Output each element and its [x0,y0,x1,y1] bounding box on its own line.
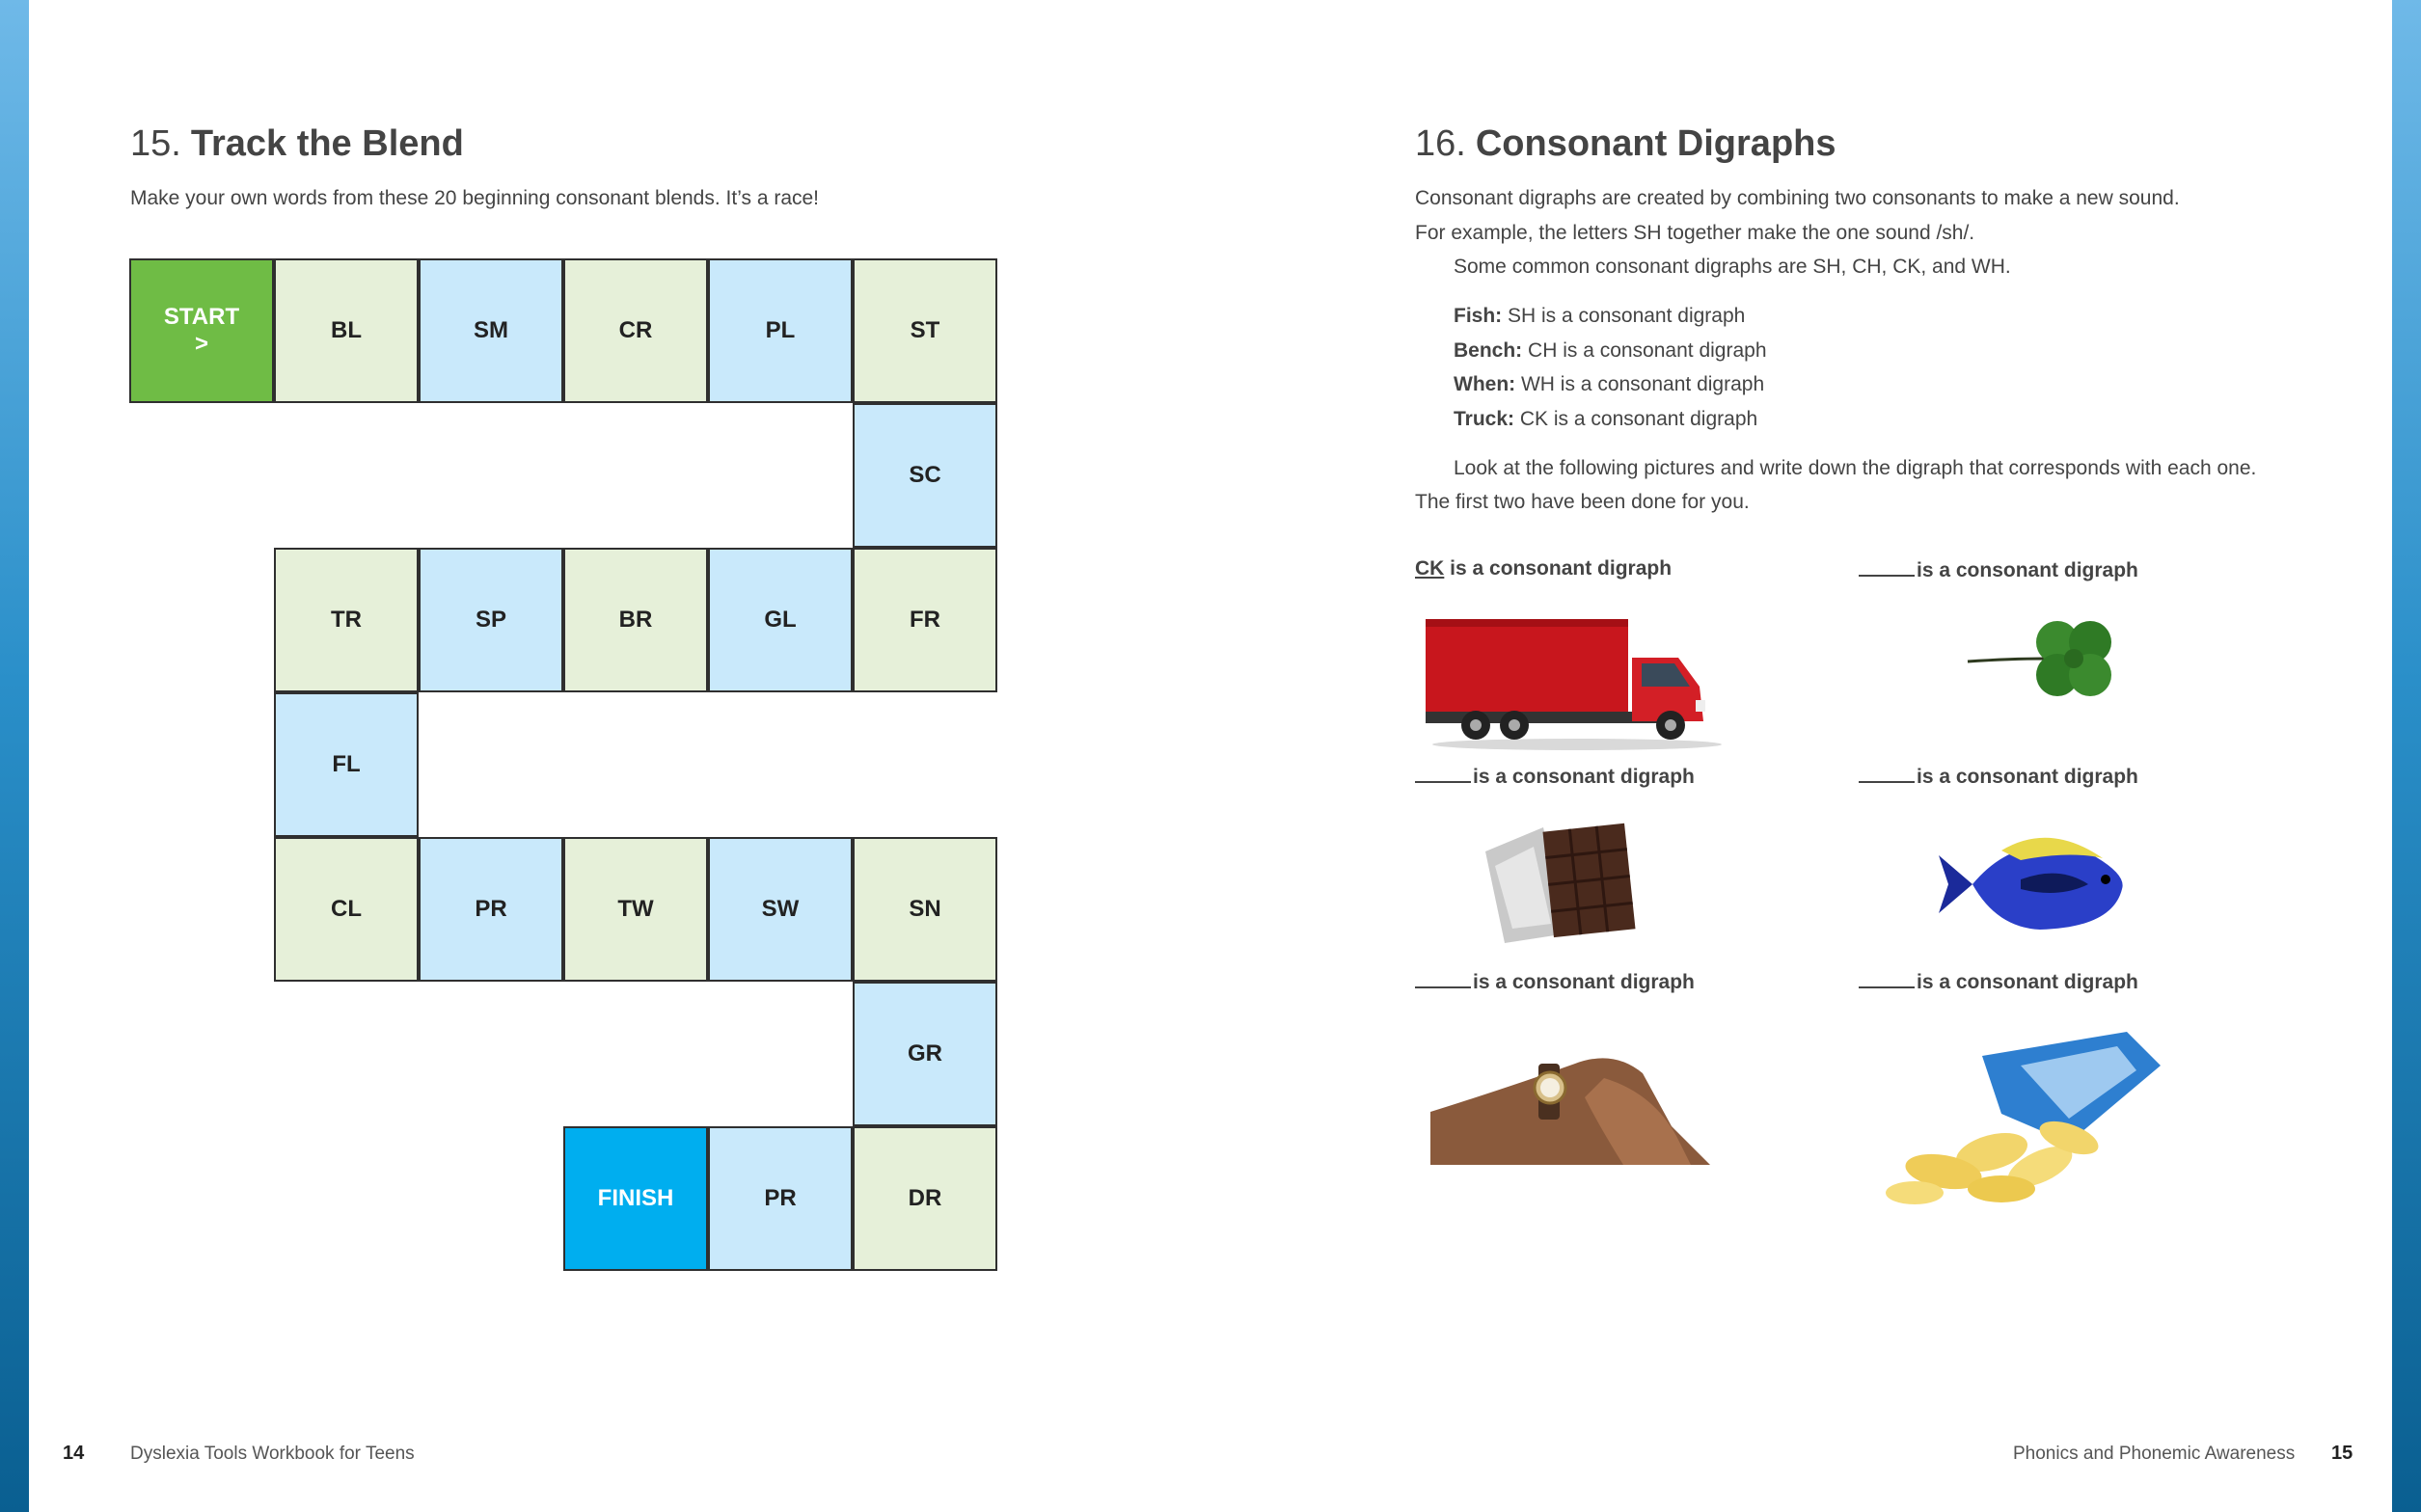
board-cell: CL [274,837,419,982]
caption-truck [1415,557,1672,580]
caption-suffix: is a consonant digraph [1473,766,1695,788]
caption-chips [1859,969,2138,994]
start-arrow: > [194,331,208,357]
example-bench [1454,334,1767,368]
wristwatch-icon [1430,1020,1710,1165]
board-cell: PL [708,258,853,403]
answer-ck: CK [1415,557,1445,580]
intro-line-2: For example, the letters SH together make the one sound /sh/. [1415,222,1975,244]
instructions: Make your own words from these 20 beginning consonant blends. It’s a race! [130,187,820,209]
board-cell: GR [853,982,997,1126]
page-number-right: 15 [2331,1443,2353,1464]
board-cell: FL [274,692,419,837]
example-text: CH is a consonant digraph [1522,339,1767,362]
caption-fish [1859,764,2138,789]
finish-cell: FINISH [563,1126,708,1271]
book-title-footer: Dyslexia Tools Workbook for Teens [130,1444,415,1464]
board-cell: SC [853,403,997,548]
caption-watch [1415,969,1695,994]
caption-suffix: is a consonant digraph [1917,559,2138,581]
chocolate-bar-icon [1476,808,1649,953]
workbook-spread [29,0,2392,1512]
board-cell: TR [274,548,419,692]
section-16-heading [1415,123,1836,165]
caption-clover [1859,557,2138,582]
example-word: Fish: [1454,305,1503,327]
start-label: START [163,304,240,330]
answer-blank[interactable] [1415,764,1471,783]
section-footer: Phonics and Phonemic Awareness [2013,1444,2296,1464]
answer-blank[interactable] [1859,764,1915,783]
task-line-2: The first two have been done for you. [1415,491,1750,513]
truck-icon [1418,608,1736,752]
example-text: SH is a consonant digraph [1502,305,1746,327]
example-when [1454,367,1764,402]
board-cell: ST [853,258,997,403]
page-number-left: 14 [63,1443,85,1464]
clover-icon [1963,606,2127,712]
example-word: Bench: [1454,339,1523,362]
example-text: CK is a consonant digraph [1514,408,1758,430]
section-title: Track the Blend [190,123,464,164]
section-number: 16. [1415,123,1466,164]
board-cell: TW [563,837,708,982]
board-cell: BL [274,258,419,403]
caption-suffix: is a consonant digraph [1917,766,2138,788]
caption-chocolate [1415,764,1695,789]
caption-suffix: is a consonant digraph [1444,557,1673,580]
board-cell: SP [419,548,563,692]
board-cell: SW [708,837,853,982]
board-cell: GL [708,548,853,692]
board-cell: SM [419,258,563,403]
example-truck [1454,402,1757,437]
example-word: Truck: [1454,408,1515,430]
board-cell: CR [563,258,708,403]
section-title: Consonant Digraphs [1475,123,1836,164]
example-word: When: [1454,373,1516,395]
answer-blank[interactable] [1859,969,1915,988]
board-cell: PR [419,837,563,982]
section-number: 15. [130,123,181,164]
caption-suffix: is a consonant digraph [1917,971,2138,993]
start-cell [129,258,274,403]
intro-line-3: Some common consonant digraphs are SH, CH, CK, and WH. [1454,256,2011,278]
answer-blank[interactable] [1859,557,1915,577]
intro-line-1: Consonant digraphs are created by combining two consonants to make a new sound. [1415,187,2180,209]
example-fish [1454,299,1745,334]
answer-blank[interactable] [1415,969,1471,988]
board-cell: DR [853,1126,997,1271]
example-text: WH is a consonant digraph [1515,373,1765,395]
board-cell: FR [853,548,997,692]
section-15-heading [130,123,464,165]
board-cell: BR [563,548,708,692]
fish-icon [1934,822,2136,947]
caption-suffix: is a consonant digraph [1473,971,1695,993]
task-line-1: Look at the following pictures and write down the digraph that corresponds with each one. [1454,457,2257,479]
board-cell: SN [853,837,997,982]
board-cell: PR [708,1126,853,1271]
potato-chips-icon [1876,1027,2165,1210]
